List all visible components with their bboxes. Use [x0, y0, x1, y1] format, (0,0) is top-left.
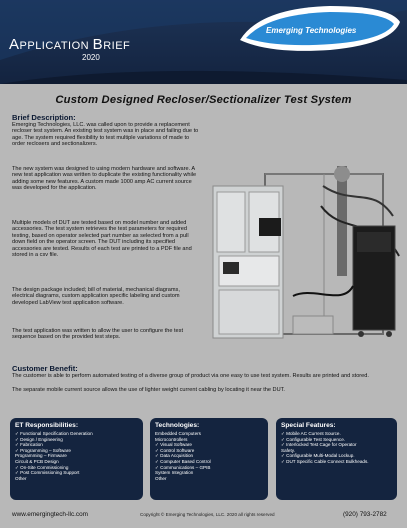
technologies-card	[150, 418, 268, 500]
application-brief-label	[9, 36, 130, 53]
list-item: System Integration	[155, 470, 194, 476]
benefit-paragraph-2: The separate mobile current source allows the use of lighter weight current cabling by locating it near the DUT.	[12, 387, 285, 393]
benefit-heading: Customer Benefit:	[12, 364, 78, 373]
card-title: Special Features:	[281, 422, 336, 429]
title-rest-a: PPLICATION	[19, 40, 93, 52]
list-item: ✓ Data Acquisition	[155, 453, 194, 459]
brief-paragraph-1: Emerging Technologies, LLC. was called upon to provide a replacement recloser test system. An existing test system was in place and failing due to age. The system required flexibility to test multiple variations of made to order reclosers and sectionalizers.	[12, 122, 199, 148]
list-item: ✓ DUT Specific Cable Connect Bulkheads.	[281, 458, 369, 464]
responsibilities-card	[10, 418, 143, 500]
list-item: ✓ Programming – Software	[15, 447, 71, 453]
brief-paragraph-5: The test application was written to allow the user to configure the test sequence based on the provided test steps.	[12, 328, 184, 341]
card-list	[155, 431, 211, 481]
footer-website-link[interactable]: www.emergingtech-llc.com	[12, 511, 89, 518]
test-system-photo	[203, 146, 404, 343]
list-item: ✓ On-Site Commissioning	[15, 464, 69, 470]
list-item: ✓ Visual Software	[155, 442, 192, 448]
list-item: ✓ Mobile AC Current Source.	[281, 431, 341, 436]
footer-phone: (920) 793-2782	[343, 511, 387, 518]
brief-paragraph-4: The design package included; bill of material, mechanical diagrams, electrical diagrams, custom application specific labeling and custom developed LabView test application software.	[12, 287, 180, 306]
footer-copyright: Copyright © Emerging Technologies, LLC. 2020 all rights reserved	[140, 512, 275, 517]
list-item: Other	[155, 475, 167, 481]
title-initial-b: B	[92, 36, 104, 53]
header-banner	[0, 0, 407, 84]
card-title: ET Responsibilities:	[15, 422, 79, 429]
list-item: ✓ Configurable Test Sequence.	[281, 436, 346, 442]
list-item: ✓ Design / Engineering	[15, 436, 63, 442]
list-item: ✓ Configurable Multi-Modal Lockup.	[281, 453, 355, 459]
list-item: Microcontrollers	[155, 436, 188, 442]
list-item: Circuit & PCB Design	[15, 458, 59, 464]
page-title: Custom Designed Recloser/Sectionalizer Test System	[55, 94, 352, 106]
list-item: Other	[15, 475, 27, 481]
list-item: ✓ Control Software	[155, 447, 195, 453]
list-item: ✓ Interlocked Test Cage for Operator	[281, 442, 357, 448]
list-item: ✓ Computer Based Control	[155, 458, 211, 464]
list-item: ✓ Fabrication	[15, 442, 43, 448]
list-item: Safety.	[281, 447, 295, 453]
list-item: ✓ Post Commissioning Support	[15, 470, 80, 476]
brief-paragraph-3: Multiple models of DUT are tested based on model number and added accessories. The test system retrieves the test parameters for required testing, based on operator selected part number as selected from a pull down field on the operator screen. The DUT including its specified accessories are tested. Results of each test are printed to a PDF file and stored in a csv file.	[12, 220, 192, 259]
list-item: Embedded Computers	[155, 431, 201, 436]
list-item: ✓ Functional Specification Generation	[15, 431, 93, 436]
list-item: ✓ Communications – GPIB	[155, 464, 211, 470]
list-item: Programming – Firmware	[15, 453, 67, 459]
brief-paragraph-2: The new system was designed to using modern hardware and software. A new test application was written to duplicate the existing functionality while adding some new features. A custom made 1000 amp AC current source was developed for the application.	[12, 166, 197, 192]
title-initial-a: A	[9, 36, 20, 53]
company-logo-text: Emerging Technologies	[266, 26, 357, 35]
benefit-paragraph-1: The customer is able to perform automated testing of a diverse group of product via one easy to use test system. Results are printed and stored.	[12, 373, 369, 379]
card-list	[281, 431, 369, 465]
card-list	[15, 431, 93, 481]
special-features-card	[276, 418, 397, 500]
card-title: Technologies:	[155, 422, 200, 429]
year-label: 2020	[82, 53, 100, 62]
brief-heading: Brief Description:	[12, 113, 76, 122]
title-rest-b: RIEF	[103, 40, 131, 52]
